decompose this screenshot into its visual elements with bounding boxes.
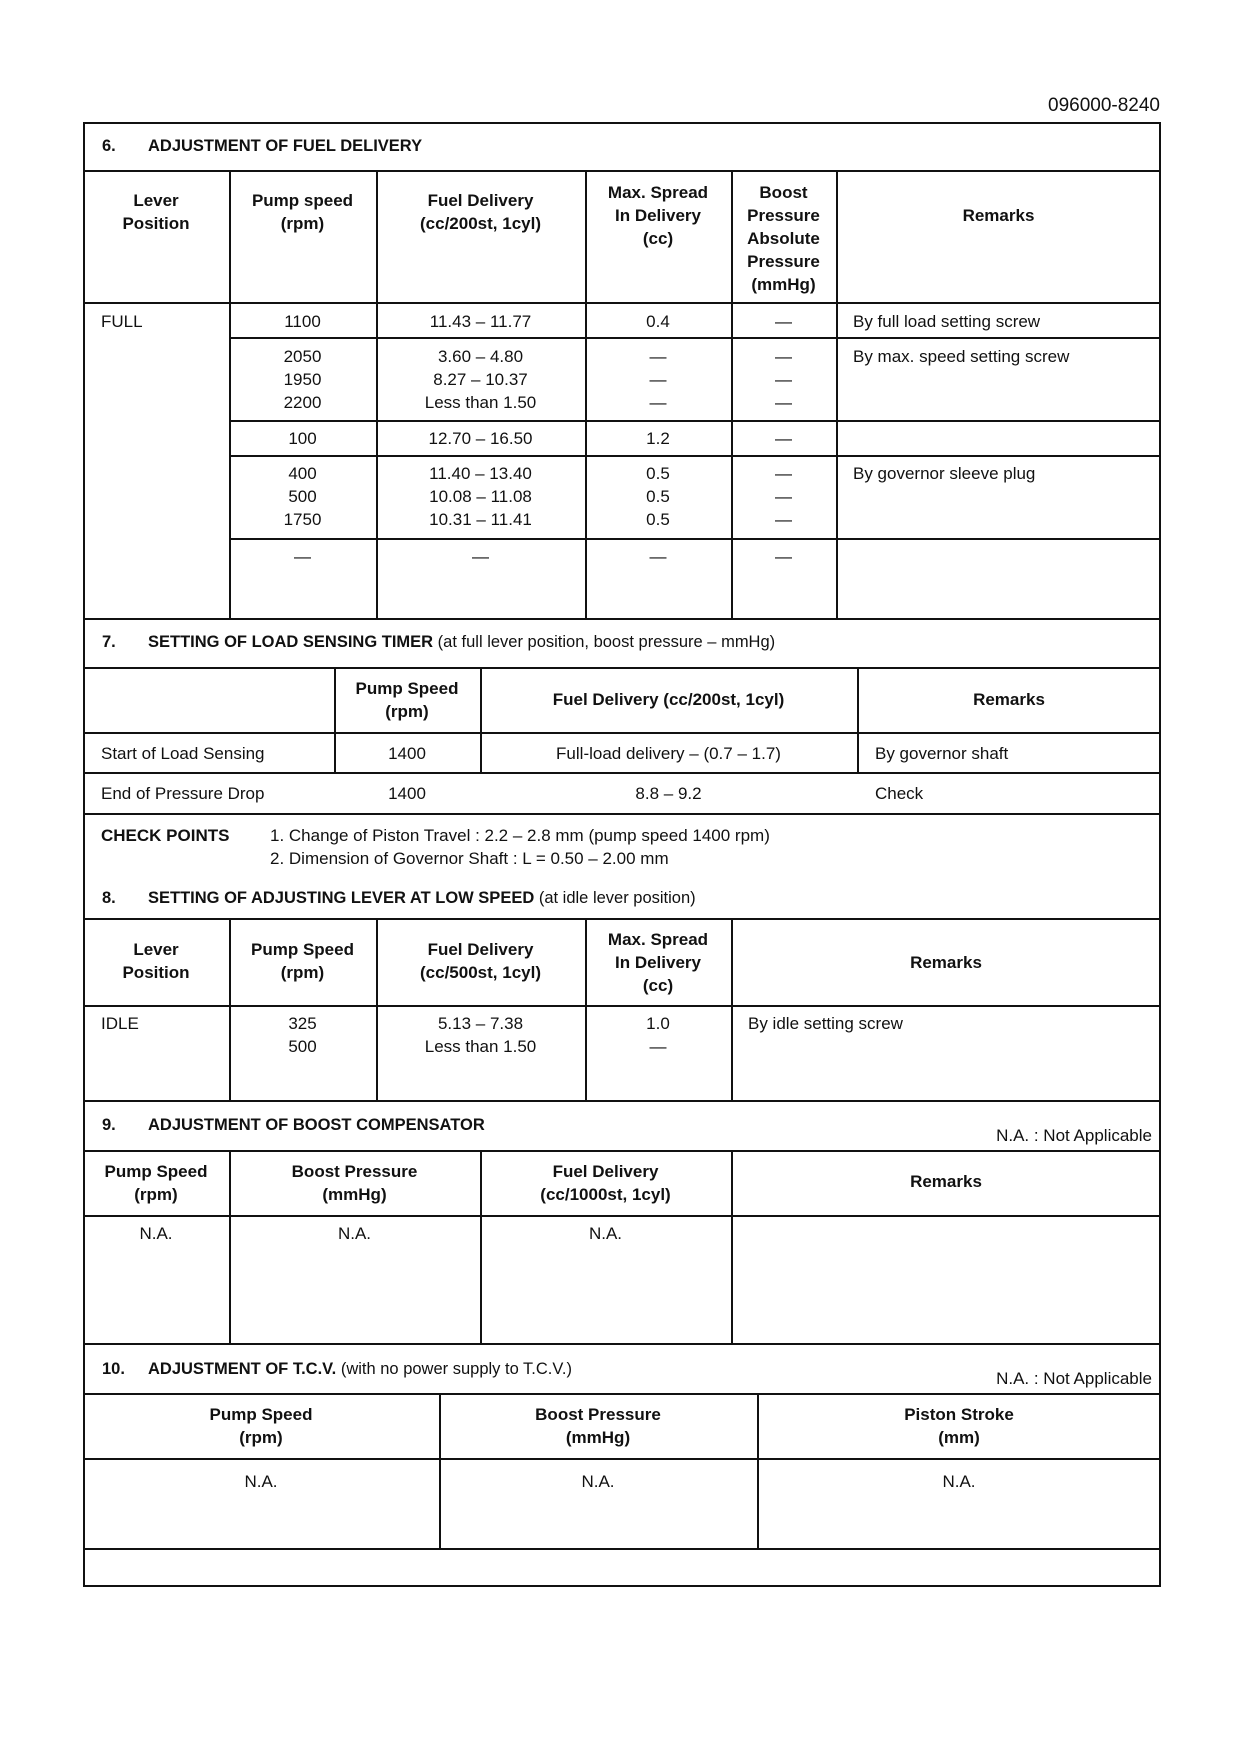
divider (83, 1150, 1161, 1152)
header-fuel-delivery: Fuel Delivery (cc/200st, 1cyl) (420, 191, 541, 233)
table-cell: 3.60 – 4.80 8.27 – 10.37 Less than 1.50 (424, 347, 537, 412)
section-title: SETTING OF LOAD SENSING TIMER (148, 633, 434, 651)
header-pump-speed: Pump Speed (rpm) (355, 679, 459, 721)
header-lever-position: Lever Position (122, 191, 190, 233)
column-line (731, 918, 733, 1100)
table-cell: 1.2 (646, 429, 670, 448)
table-cell: 1.0 — (646, 1014, 670, 1056)
table-cell: — — — (775, 347, 792, 412)
table-cell: 0.5 0.5 0.5 (646, 464, 670, 529)
header-remarks: Remarks (962, 206, 1035, 225)
divider (83, 1548, 1161, 1550)
section-8-heading (102, 889, 696, 908)
table-cell: 400 500 1750 (283, 464, 322, 529)
table-cell: — (649, 547, 667, 566)
section-7-heading (102, 633, 775, 652)
table-cell: 0.4 (646, 312, 670, 331)
column-line (836, 170, 838, 618)
table-cell: By governor shaft (875, 744, 1009, 763)
header-piston-stroke: Piston Stroke (mm) (904, 1405, 1014, 1447)
section-note: (at full lever position, boost pressure – mmHg) (433, 633, 776, 651)
table-cell: — (775, 547, 792, 566)
header-boost-pressure: Boost Pressure (mmHg) (291, 1162, 418, 1204)
divider (83, 667, 1161, 669)
header-remarks: Remarks (910, 1172, 982, 1191)
header-fuel-delivery: Fuel Delivery (cc/1000st, 1cyl) (540, 1162, 671, 1204)
table-cell: 11.43 – 11.77 (429, 312, 532, 331)
divider (229, 420, 1161, 422)
table-cell: — — — (775, 464, 792, 529)
divider (229, 538, 1161, 540)
table-cell: 325 500 (288, 1014, 317, 1056)
divider (83, 1343, 1161, 1345)
divider (83, 1393, 1161, 1395)
check-points-label: CHECK POINTS (101, 826, 230, 845)
header-pump-speed: Pump Speed (rpm) (251, 940, 354, 982)
table-cell: N.A. (244, 1472, 278, 1491)
lever-position-value: IDLE (101, 1014, 139, 1033)
table-cell: Check (875, 784, 924, 803)
section-number: 6. (102, 137, 116, 155)
section-6-heading (102, 137, 422, 156)
section-note: (at idle lever position) (534, 889, 696, 907)
section-title: SETTING OF ADJUSTING LEVER AT LOW SPEED (148, 889, 535, 907)
table-cell: — (775, 312, 792, 331)
table-cell: N.A. (942, 1472, 976, 1491)
section-number: 9. (102, 1116, 116, 1134)
table-cell: 11.40 – 13.40 10.08 – 11.08 10.31 – 11.41 (429, 464, 532, 529)
table-cell: N.A. (139, 1224, 173, 1243)
divider (83, 302, 1161, 304)
header-boost-pressure: Boost Pressure (mmHg) (535, 1405, 661, 1447)
table-cell: N.A. (588, 1224, 623, 1243)
table-cell: N.A. (581, 1472, 615, 1491)
check-point-1: 1. Change of Piston Travel : 2.2 – 2.8 mm (pump speed 1400 rpm) (270, 826, 770, 845)
header-fuel-delivery: Fuel Delivery (cc/200st, 1cyl) (552, 690, 785, 709)
header-boost-pressure: Boost Pressure Absolute Pressure (mmHg) (747, 183, 820, 294)
table-cell: By idle setting screw (748, 1014, 903, 1033)
table-cell: Start of Load Sensing (101, 744, 265, 763)
table-cell: — (294, 547, 311, 566)
not-applicable-note: N.A. : Not Applicable (996, 1126, 1152, 1145)
section-10-heading (102, 1360, 572, 1379)
table-cell: 12.70 – 16.50 (428, 429, 533, 448)
table-cell: Full-load delivery – (0.7 – 1.7) (556, 744, 781, 763)
table-cell: 100 (288, 429, 317, 448)
divider (83, 170, 1161, 172)
table-cell: — (775, 429, 792, 448)
table-cell: 1400 (388, 744, 426, 763)
divider (83, 618, 1161, 620)
table-cell: 1100 (284, 312, 321, 331)
not-applicable-note: N.A. : Not Applicable (996, 1369, 1152, 1388)
section-number: 7. (102, 633, 116, 651)
divider (83, 1215, 1161, 1217)
divider (83, 813, 1161, 815)
header-fuel-delivery: Fuel Delivery (cc/500st, 1cyl) (420, 940, 541, 982)
table-cell: By full load setting screw (853, 312, 1041, 331)
table-cell: End of Pressure Drop (101, 784, 265, 803)
section-note: (with no power supply to T.C.V.) (336, 1360, 572, 1378)
table-cell: — (472, 547, 489, 566)
table-cell: — — — (649, 347, 667, 412)
header-lever-position: Lever Position (122, 940, 190, 982)
table-cell: By max. speed setting screw (853, 347, 1070, 366)
header-remarks: Remarks (973, 690, 1045, 709)
divider (229, 337, 1161, 339)
divider (83, 772, 1161, 774)
divider (83, 732, 1161, 734)
section-number: 8. (102, 889, 116, 907)
section-title: ADJUSTMENT OF T.C.V. (148, 1360, 337, 1378)
table-cell: N.A. (337, 1224, 372, 1243)
section-9-heading (102, 1116, 485, 1135)
header-remarks: Remarks (910, 953, 982, 972)
document-number: 096000-8240 (1048, 95, 1160, 116)
check-point-2: 2. Dimension of Governor Shaft : L = 0.50 – 2.00 mm (270, 849, 669, 868)
section-number: 10. (102, 1360, 125, 1378)
header-pump-speed: Pump Speed (rpm) (104, 1162, 208, 1204)
header-pump-speed: Pump speed (rpm) (251, 191, 354, 233)
column-line (857, 667, 859, 772)
table-cell: 1400 (388, 784, 426, 803)
lever-position-value: FULL (101, 312, 143, 331)
header-max-spread: Max. Spread In Delivery (cc) (607, 183, 709, 248)
divider (83, 1458, 1161, 1460)
divider (83, 1005, 1161, 1007)
section-title: ADJUSTMENT OF BOOST COMPENSATOR (148, 1116, 485, 1134)
divider (83, 1100, 1161, 1102)
header-pump-speed: Pump Speed (rpm) (209, 1405, 313, 1447)
table-cell: 8.8 – 9.2 (635, 784, 702, 803)
section-title: ADJUSTMENT OF FUEL DELIVERY (148, 137, 423, 155)
divider (229, 455, 1161, 457)
table-cell: 5.13 – 7.38 Less than 1.50 (424, 1014, 537, 1056)
divider (83, 918, 1161, 920)
table-cell: 2050 1950 2200 (283, 347, 322, 412)
table-cell: By governor sleeve plug (853, 464, 1036, 483)
header-max-spread: Max. Spread In Delivery (cc) (607, 930, 709, 995)
